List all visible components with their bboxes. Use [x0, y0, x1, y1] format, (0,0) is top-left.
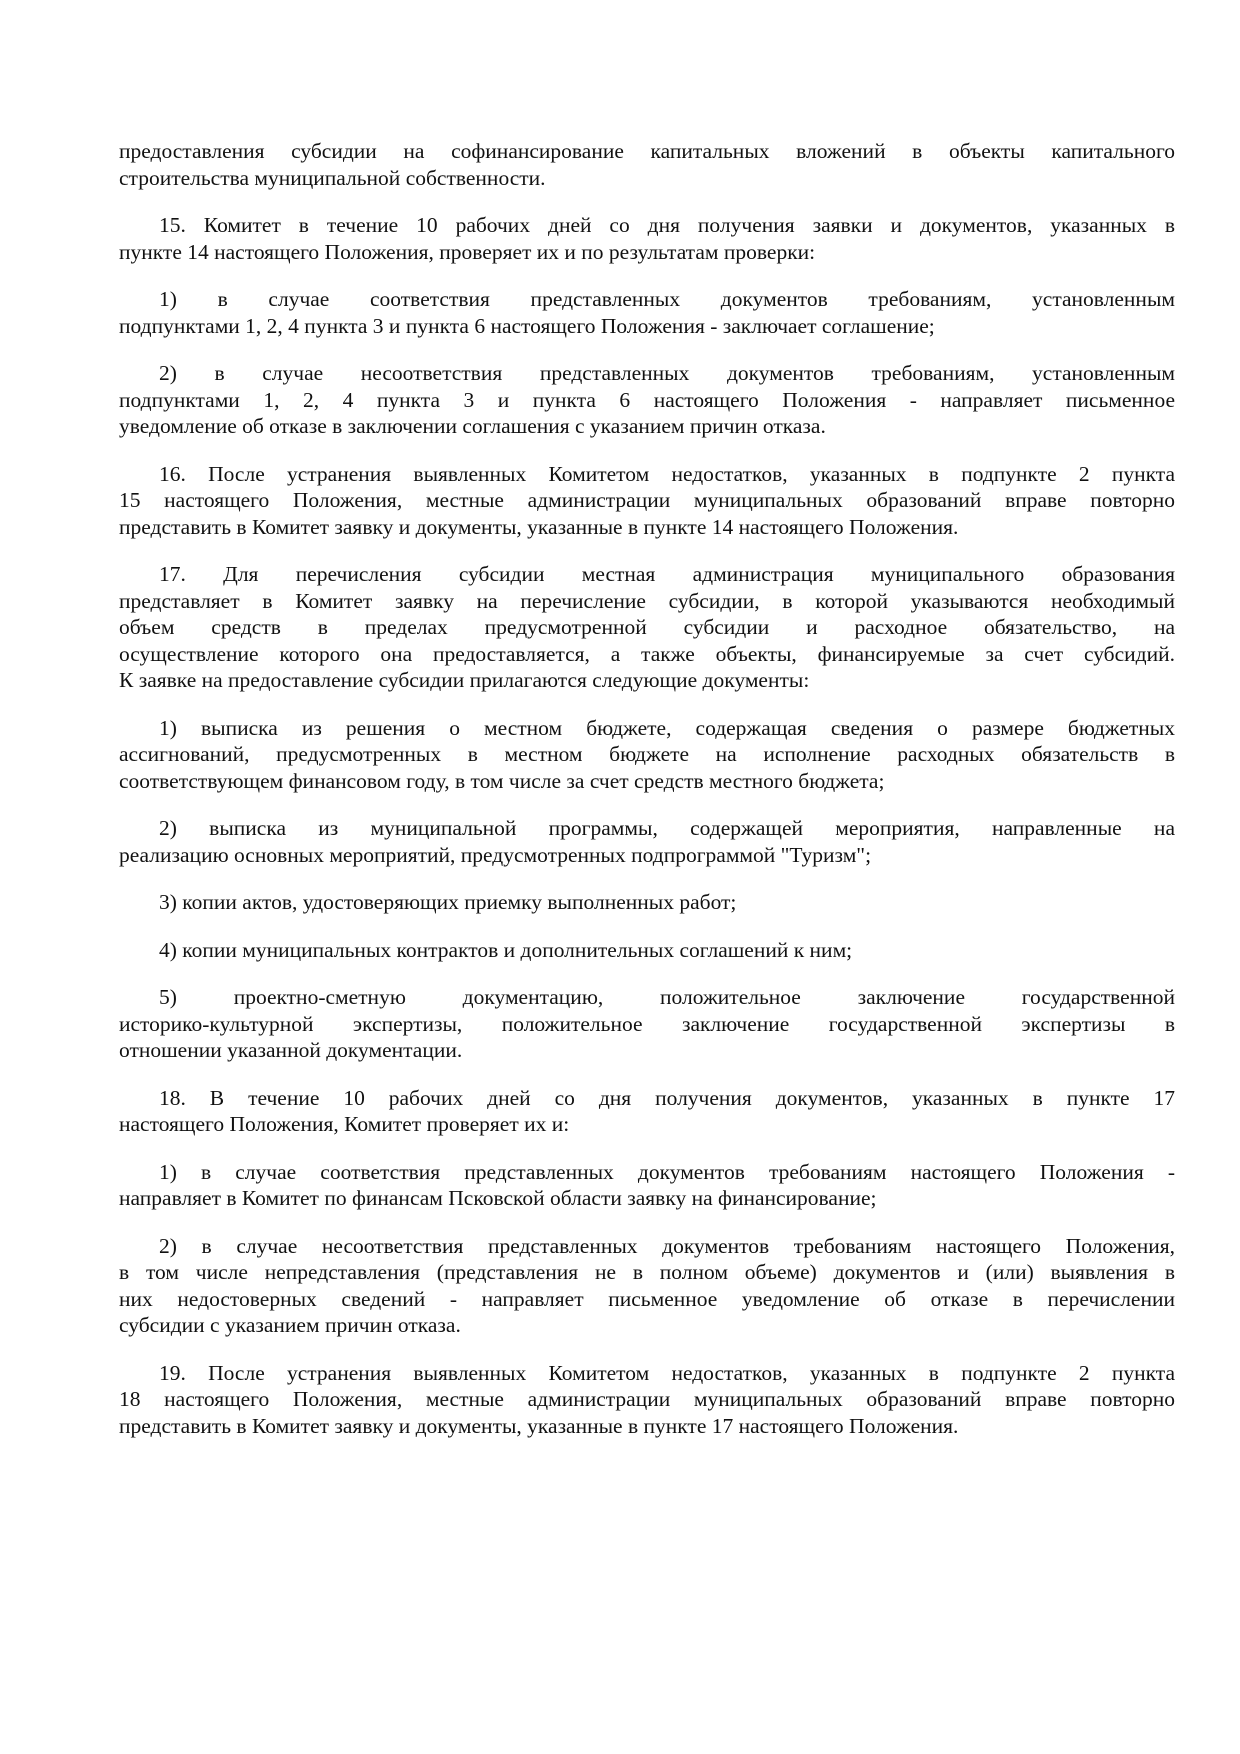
text-line: представляет в Комитет заявку на перечисление субсидии, в которой указываются необходимый — [119, 588, 1175, 613]
paragraph — [119, 889, 1175, 916]
paragraph — [119, 1233, 1175, 1339]
text-line: строительства муниципальной собственности. — [119, 165, 546, 190]
text-line: 1) в случае соответствия представленных документов требованиям настоящего Положения - — [159, 1159, 1175, 1184]
paragraph — [119, 715, 1175, 795]
text-line: объем средств в пределах предусмотренной субсидии и расходное обязательство, на — [119, 615, 1175, 639]
text-line: подпунктами 1, 2, 4 пункта 3 и пункта 6 настоящего Положения - заключает соглашение; — [119, 313, 935, 338]
text-line: них недостоверных сведений - направляет письменное уведомление об отказе в перечислении — [119, 1286, 1175, 1311]
text-line: реализацию основных мероприятий, предусмотренных подпрограммой "Туризм"; — [119, 842, 872, 867]
text-line: 4) копии муниципальных контрактов и дополнительных соглашений к ним; — [159, 937, 853, 962]
paragraph — [119, 984, 1175, 1064]
paragraph — [119, 1085, 1175, 1138]
paragraph — [119, 138, 1175, 191]
text-line: 16. После устранения выявленных Комитетом недостатков, указанных в подпункте 2 пункта — [159, 461, 1175, 486]
text-line: 15 настоящего Положения, местные администрации муниципальных образований вправе повторно — [119, 488, 1175, 512]
paragraph — [119, 286, 1175, 339]
text-line: 3) копии актов, удостоверяющих приемку выполненных работ; — [159, 890, 737, 914]
paragraph — [119, 360, 1175, 440]
text-line: 17. Для перечисления субсидии местная администрация муниципального образования — [159, 562, 1175, 586]
text-line: ассигнований, предусмотренных в местном бюджете на исполнение расходных обязательств в — [119, 742, 1175, 766]
text-line: подпунктами 1, 2, 4 пункта 3 и пункта 6 настоящего Положения - направляет письменное — [119, 387, 1175, 412]
text-line: представить в Комитет заявку и документы, указанные в пункте 14 настоящего Положения. — [119, 514, 959, 539]
paragraph — [119, 561, 1175, 694]
text-line: отношении указанной документации. — [119, 1038, 463, 1062]
text-line: 19. После устранения выявленных Комитетом недостатков, указанных в подпункте 2 пункта — [159, 1360, 1175, 1385]
text-line: субсидии с указанием причин отказа. — [119, 1313, 461, 1337]
paragraph — [119, 1159, 1175, 1212]
text-line: историко-культурной экспертизы, положительное заключение государственной экспертизы в — [119, 1011, 1175, 1036]
text-line: соответствующем финансовом году, в том числе за счет средств местного бюджета; — [119, 768, 885, 793]
paragraph — [119, 1360, 1175, 1440]
document-page — [119, 138, 1175, 1460]
text-line: 5) проектно-сметную документацию, положительное заключение государственной — [159, 985, 1175, 1009]
text-line: уведомление об отказе в заключении соглашения с указанием причин отказа. — [119, 414, 826, 438]
text-line: 1) выписка из решения о местном бюджете, содержащая сведения о размере бюджетных — [159, 715, 1175, 740]
text-line: 2) в случае несоответствия представленных документов требованиям, установленным — [159, 361, 1175, 385]
paragraph — [119, 461, 1175, 541]
text-line: 2) в случае несоответствия представленных документов требованиям настоящего Положения, — [159, 1233, 1175, 1258]
text-line: 15. Комитет в течение 10 рабочих дней со дня получения заявки и документов, указанных в — [159, 213, 1175, 237]
text-line: 18. В течение 10 рабочих дней со дня получения документов, указанных в пункте 17 — [159, 1085, 1175, 1110]
text-line: представить в Комитет заявку и документы, указанные в пункте 17 настоящего Положения. — [119, 1413, 959, 1438]
text-line: пункте 14 настоящего Положения, проверяет их и по результатам проверки: — [119, 239, 816, 264]
text-line: 2) выписка из муниципальной программы, содержащей мероприятия, направленные на — [159, 816, 1175, 840]
text-line: настоящего Положения, Комитет проверяет их и: — [119, 1112, 570, 1136]
text-line: направляет в Комитет по финансам Псковской области заявку на финансирование; — [119, 1186, 877, 1210]
text-line: 18 настоящего Положения, местные администрации муниципальных образований вправе повторно — [119, 1387, 1175, 1411]
text-line: осуществление которого она предоставляется, а также объекты, финансируемые за счет субсидий. — [119, 641, 1175, 666]
paragraph — [119, 937, 1175, 964]
text-line: 1) в случае соответствия представленных документов требованиям, установленным — [159, 287, 1175, 311]
paragraph — [119, 212, 1175, 265]
text-line: предоставления субсидии на софинансирование капитальных вложений в объекты капитального — [119, 139, 1175, 163]
paragraph — [119, 815, 1175, 868]
text-line: в том числе непредставления (представления не в полном объеме) документов и (или) выявления в — [119, 1260, 1175, 1284]
text-line: К заявке на предоставление субсидии прилагаются следующие документы: — [119, 668, 810, 692]
